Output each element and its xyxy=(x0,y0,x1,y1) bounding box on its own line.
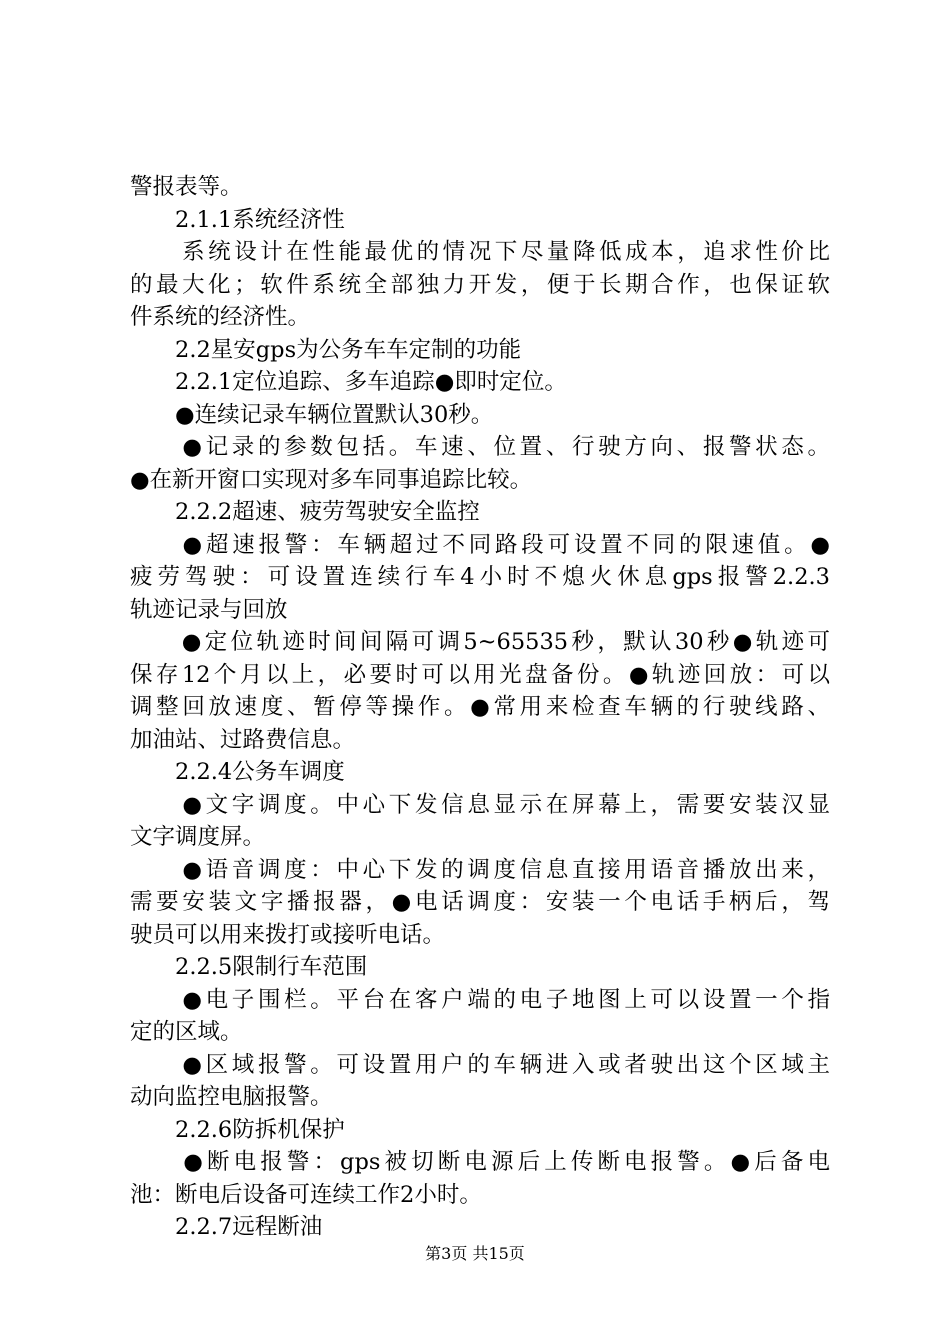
body-text-line: ●文字调度。中心下发信息显示在屏幕上，需要安装汉显 xyxy=(130,791,830,818)
body-text-line: 调整回放速度、暂停等操作。●常用来检查车辆的行驶线路、 xyxy=(130,694,830,720)
body-text-line: 件系统的经济性。 xyxy=(130,304,311,330)
body-text-line: 疲劳驾驶：可设置连续行车4小时不熄火休息gps报警2.2.3 xyxy=(130,564,830,590)
body-text-line: 保存12个月以上，必要时可以用光盘备份。●轨迹回放：可以 xyxy=(130,661,830,688)
body-text-line: 2.2.7远程断油 xyxy=(130,1214,323,1240)
body-text-line: 的最大化；软件系统全部独力开发，便于长期合作，也保证软 xyxy=(130,271,830,298)
body-text-line: 警报表等。 xyxy=(130,174,243,200)
body-text-line: 2.2.4公务车调度 xyxy=(130,759,345,785)
body-text-line: ●定位轨迹时间间隔可调5~65535秒，默认30秒●轨迹可 xyxy=(130,629,830,655)
body-text-line: ●在新开窗口实现对多车同事追踪比较。 xyxy=(130,466,533,493)
body-text-line: 2.2.5限制行车范围 xyxy=(130,954,368,980)
body-text-line: 2.2.1定位追踪、多车追踪●即时定位。 xyxy=(130,369,567,395)
body-text-line: 2.1.1系统经济性 xyxy=(130,206,345,233)
body-text-line: 驶员可以用来拨打或接听电话。 xyxy=(130,921,446,948)
body-text-line: 2.2.6防拆机保护 xyxy=(130,1116,345,1143)
document-body xyxy=(130,171,830,1244)
body-text-line: ●断电报警：gps被切断电源后上传断电报警。●后备电 xyxy=(130,1149,830,1175)
body-text-line: ●电子围栏。平台在客户端的电子地图上可以设置一个指 xyxy=(130,986,830,1013)
body-text-line: 2.2.2超速、疲劳驾驶安全监控 xyxy=(130,499,480,525)
body-text-line: 加油站、过路费信息。 xyxy=(130,726,356,753)
body-text-line: ●记录的参数包括。车速、位置、行驶方向、报警状态。 xyxy=(130,434,830,460)
body-text-line: 轨迹记录与回放 xyxy=(130,596,288,623)
body-text-line: 池：断电后设备可连续工作2小时。 xyxy=(130,1181,482,1208)
body-text-line: 文字调度屏。 xyxy=(130,824,266,850)
body-text-line: ●区域报警。可设置用户的车辆进入或者驶出这个区域主 xyxy=(130,1051,830,1078)
body-text-line: 2.2星安gps为公务车车定制的功能 xyxy=(130,336,522,363)
body-text-line: 定的区域。 xyxy=(130,1019,243,1045)
body-text-line: ●超速报警：车辆超过不同路段可设置不同的限速值。● xyxy=(130,531,830,558)
body-text-line: ●连续记录车辆位置默认30秒。 xyxy=(130,401,494,428)
body-text-line: 系统设计在性能最优的情况下尽量降低成本，追求性价比 xyxy=(130,239,830,265)
page-footer: 第3页 共15页 xyxy=(425,1244,525,1263)
body-text-line: 需要安装文字播报器，●电话调度：安装一个电话手柄后，驾 xyxy=(130,889,830,915)
body-text-line: 动向监控电脑报警。 xyxy=(130,1084,333,1110)
body-text-line: ●语音调度：中心下发的调度信息直接用语音播放出来， xyxy=(130,856,830,883)
